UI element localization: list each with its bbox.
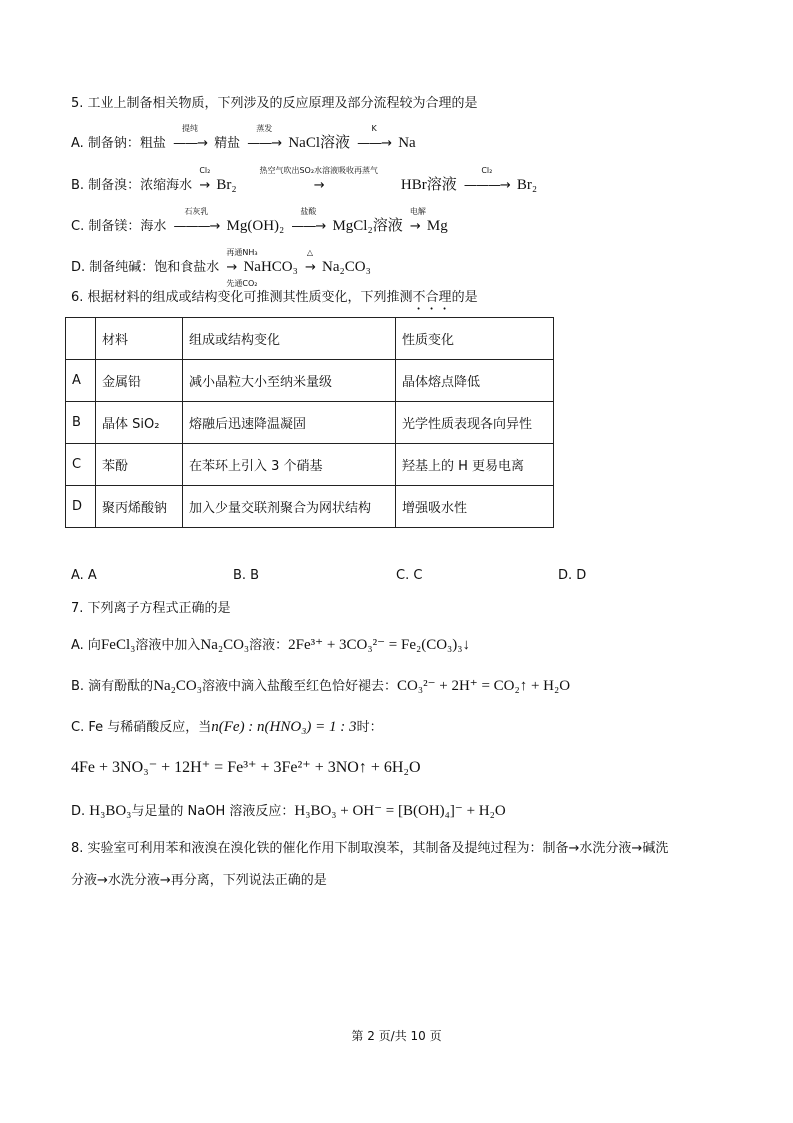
table-header-row <box>66 318 554 360</box>
table-cell: 光学性质表现各向异性 <box>396 402 554 444</box>
arrow-icon: Cl₂ → <box>199 166 211 193</box>
table-row <box>66 444 554 486</box>
arrow-icon: 蒸发 ——→ <box>247 124 282 151</box>
q6-options <box>0 568 793 586</box>
table-cell: 金属铅 <box>96 360 183 402</box>
option-d: D. D <box>558 568 587 583</box>
arrow-icon: 再通NH₃ → 先通CO₂ <box>226 248 258 288</box>
table-cell: 在苯环上引入 3 个硝基 <box>183 444 396 486</box>
table-row <box>66 486 554 528</box>
q5-option-b: B. 制备溴：浓缩海水 Cl₂ → Br₂ 热空气吹出SO₂水溶液吸收再蒸气 → HBr溶液 Cl₂ ———→ Br₂ <box>71 166 538 193</box>
emphasized-text: 不合理 <box>412 290 452 305</box>
table-cell: C <box>66 444 96 486</box>
equation: 4Fe + 3NO₃⁻ + 12H⁺ = Fe³⁺ + 3Fe²⁺ + 3NO↑ + 6H₂O <box>71 759 421 776</box>
arrow-icon: 提纯 ——→ <box>173 124 207 151</box>
table-cell: 羟基上的 H 更易电离 <box>396 444 554 486</box>
table-cell: 减小晶粒大小至纳米量级 <box>183 360 396 402</box>
q7-option-c-equation <box>71 759 421 778</box>
table-row <box>66 402 554 444</box>
q5-option-d: D. 制备纯碱：饱和食盐水 再通NH₃ → 先通CO₂ NaHCO₃ △ → Na₂CO₃ <box>71 248 371 288</box>
arrow-icon: Cl₂ ———→ <box>463 166 510 193</box>
table-cell: 组成或结构变化 <box>183 318 396 360</box>
table-cell: 性质变化 <box>396 318 554 360</box>
equation: H₃BO₃ + OH⁻ = [B(OH)₄]⁻ + H₂O <box>294 803 506 819</box>
table-cell: 增强吸水性 <box>396 486 554 528</box>
arrow-icon: 盐酸 ——→ <box>291 207 326 234</box>
option-b: B. B <box>233 568 260 583</box>
equation: 2Fe³⁺ + 3CO₃²⁻ = Fe₂(CO₃)₃↓ <box>288 637 471 653</box>
q7-option-c: C. Fe 与稀硝酸反应，当n(Fe) : n(HNO₃) = 1 : 3时： <box>71 719 383 735</box>
table-cell: 聚丙烯酸钠 <box>96 486 183 528</box>
q5-option-c: C. 制备镁：海水 石灰乳 ———→ Mg(OH)₂ 盐酸 ——→ MgCl₂溶液 电解 → Mg <box>71 207 448 234</box>
q6-table <box>65 317 554 528</box>
ratio: n(Fe) : n(HNO₃) = 1 : 3 <box>211 719 357 735</box>
arrow-icon: 热空气吹出SO₂水溶液吸收再蒸气 → <box>259 166 379 193</box>
table-cell: D <box>66 486 96 528</box>
q5-option-a: A. 制备钠：粗盐 提纯 ——→ 精盐 蒸发 ——→ NaCl溶液 K ——→ Na <box>71 124 416 151</box>
table-cell: 晶体熔点降低 <box>396 360 554 402</box>
q7-option-d: D. H₃BO₃与足量的 NaOH 溶液反应：H₃BO₃ + OH⁻ = [B(OH)₄]⁻ + H₂O <box>71 803 506 819</box>
q7-option-a: A. 向FeCl₃溶液中加入Na₂CO₃溶液：2Fe³⁺ + 3CO₃²⁻ = Fe₂(CO₃)₃↓ <box>71 637 471 653</box>
arrow-icon: K ——→ <box>357 124 392 151</box>
arrow-icon: △ → <box>305 248 315 275</box>
table-cell <box>66 318 96 360</box>
q8-stem-line1: 8. 实验室可利用苯和液溴在溴化铁的催化作用下制取溴苯，其制备及提纯过程为：制备→水洗分液→碱洗 <box>71 841 669 856</box>
option-a: A. A <box>71 568 97 583</box>
table-cell: 苯酚 <box>96 444 183 486</box>
table-cell: 材料 <box>96 318 183 360</box>
q7-stem: 7. 下列离子方程式正确的是 <box>71 601 231 616</box>
table-cell: 晶体 SiO₂ <box>96 402 183 444</box>
table-cell: 熔融后迅速降温凝固 <box>183 402 396 444</box>
q5-stem: 5. 工业上制备相关物质，下列涉及的反应原理及部分流程较为合理的是 <box>71 96 478 111</box>
q6-stem: 6. 根据材料的组成或结构变化可推测其性质变化，下列推测不合理的是 <box>71 290 478 305</box>
table-row <box>66 360 554 402</box>
page-footer: 第 2 页/共 10 页 <box>351 1029 442 1043</box>
q8-stem-line2: 分液→水洗分液→再分离，下列说法正确的是 <box>71 873 327 888</box>
arrow-icon: 石灰乳 ———→ <box>173 207 220 234</box>
equation: CO₃²⁻ + 2H⁺ = CO₂↑ + H₂O <box>397 678 571 694</box>
q7-option-b: B. 滴有酚酞的Na₂CO₃溶液中滴入盐酸至红色恰好褪去：CO₃²⁻ + 2H⁺ = CO₂↑ + H₂O <box>71 678 571 694</box>
arrow-icon: 电解 → <box>409 207 426 234</box>
option-c: C. C <box>396 568 423 583</box>
table-cell: 加入少量交联剂聚合为网状结构 <box>183 486 396 528</box>
table-cell: B <box>66 402 96 444</box>
table-cell: A <box>66 360 96 402</box>
